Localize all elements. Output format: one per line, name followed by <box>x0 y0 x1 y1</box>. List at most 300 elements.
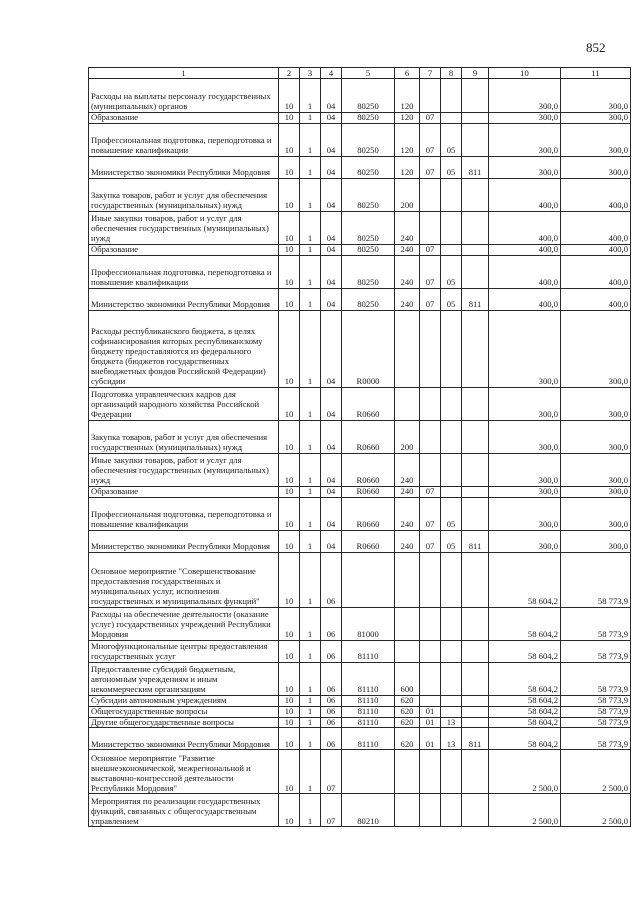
table-row <box>89 695 631 706</box>
cell-col-7 <box>420 387 441 420</box>
cell-col-6: 200 <box>395 178 420 211</box>
table-row <box>89 530 631 552</box>
cell-col-5: 80250 <box>342 123 395 156</box>
cell-col-4: 06 <box>321 640 342 662</box>
cell-col-5 <box>342 750 395 794</box>
cell-col-11: 58 773,9 <box>561 695 631 706</box>
cell-col-9 <box>462 706 489 717</box>
cell-col-3: 1 <box>300 640 321 662</box>
cell-col-3: 1 <box>300 156 321 178</box>
cell-col-10: 300,0 <box>489 156 561 178</box>
cell-col-9: 811 <box>462 728 489 750</box>
cell-col-6: 240 <box>395 486 420 497</box>
cell-col-10: 58 604,2 <box>489 607 561 640</box>
cell-col-7 <box>420 552 441 607</box>
cell-col-3: 1 <box>300 79 321 113</box>
table-row <box>89 453 631 486</box>
cell-col-10: 300,0 <box>489 79 561 113</box>
cell-col-7: 07 <box>420 255 441 288</box>
cell-col-8 <box>441 486 462 497</box>
cell-col-7 <box>420 794 441 827</box>
cell-col-6: 120 <box>395 156 420 178</box>
cell-col-11: 400,0 <box>561 244 631 255</box>
cell-col-5: 80250 <box>342 288 395 310</box>
cell-col-11: 400,0 <box>561 255 631 288</box>
cell-col-10: 58 604,2 <box>489 640 561 662</box>
column-header-8: 8 <box>441 68 462 79</box>
cell-col-7 <box>420 453 441 486</box>
cell-col-2: 10 <box>279 123 300 156</box>
cell-col-3: 1 <box>300 255 321 288</box>
page-number: 852 <box>586 40 606 55</box>
cell-col-5: 80250 <box>342 211 395 244</box>
cell-col-5: 81110 <box>342 662 395 695</box>
cell-col-10: 300,0 <box>489 530 561 552</box>
table-row <box>89 607 631 640</box>
cell-col-4: 06 <box>321 607 342 640</box>
cell-col-2: 10 <box>279 728 300 750</box>
cell-col-9 <box>462 178 489 211</box>
cell-col-8 <box>441 387 462 420</box>
cell-col-7 <box>420 662 441 695</box>
cell-col-6: 620 <box>395 706 420 717</box>
cell-col-8: 05 <box>441 123 462 156</box>
cell-col-10: 400,0 <box>489 255 561 288</box>
cell-col-9 <box>462 662 489 695</box>
table-body <box>89 79 631 827</box>
cell-col-9 <box>462 387 489 420</box>
cell-col-8: 05 <box>441 497 462 530</box>
cell-name: Закупка товаров, работ и услуг для обеспечения государственных (муниципальных) нужд <box>89 178 279 211</box>
cell-col-8 <box>441 695 462 706</box>
cell-col-9 <box>462 79 489 113</box>
cell-col-11: 300,0 <box>561 310 631 387</box>
cell-col-7 <box>420 420 441 453</box>
cell-col-3: 1 <box>300 607 321 640</box>
cell-col-8 <box>441 244 462 255</box>
cell-col-5: 80210 <box>342 794 395 827</box>
cell-col-11: 300,0 <box>561 530 631 552</box>
cell-col-4: 06 <box>321 706 342 717</box>
cell-col-5 <box>342 552 395 607</box>
cell-col-4: 07 <box>321 750 342 794</box>
cell-col-11: 58 773,9 <box>561 706 631 717</box>
cell-col-9 <box>462 607 489 640</box>
cell-col-7 <box>420 640 441 662</box>
cell-col-6: 240 <box>395 530 420 552</box>
cell-col-5: R0660 <box>342 497 395 530</box>
cell-name: Предоставление субсидий бюджетным, автономным учреждениям и иным некоммерческим организациям <box>89 662 279 695</box>
cell-col-6: 240 <box>395 255 420 288</box>
cell-name: Подготовка управленческих кадров для организаций народного хозяйства Российской Федерации <box>89 387 279 420</box>
cell-col-8 <box>441 79 462 113</box>
cell-col-4: 06 <box>321 728 342 750</box>
cell-col-7: 07 <box>420 486 441 497</box>
table-row <box>89 640 631 662</box>
cell-col-4: 06 <box>321 717 342 728</box>
cell-col-3: 1 <box>300 123 321 156</box>
cell-col-7 <box>420 211 441 244</box>
column-header-11: 11 <box>561 68 631 79</box>
cell-col-3: 1 <box>300 288 321 310</box>
cell-col-11: 58 773,9 <box>561 662 631 695</box>
cell-col-6: 240 <box>395 288 420 310</box>
cell-col-10: 300,0 <box>489 123 561 156</box>
cell-col-8 <box>441 420 462 453</box>
column-header-9: 9 <box>462 68 489 79</box>
cell-col-10: 58 604,2 <box>489 728 561 750</box>
cell-col-11: 300,0 <box>561 387 631 420</box>
cell-col-8: 05 <box>441 530 462 552</box>
cell-col-8: 13 <box>441 728 462 750</box>
cell-col-11: 300,0 <box>561 486 631 497</box>
cell-col-9 <box>462 420 489 453</box>
cell-col-5: 81110 <box>342 728 395 750</box>
cell-col-8 <box>441 310 462 387</box>
cell-col-10: 400,0 <box>489 244 561 255</box>
cell-col-6: 240 <box>395 244 420 255</box>
cell-col-4: 04 <box>321 79 342 113</box>
cell-col-2: 10 <box>279 255 300 288</box>
cell-col-5: R0660 <box>342 420 395 453</box>
cell-col-7 <box>420 79 441 113</box>
cell-col-2: 10 <box>279 178 300 211</box>
cell-col-2: 10 <box>279 79 300 113</box>
cell-col-3: 1 <box>300 178 321 211</box>
cell-col-3: 1 <box>300 453 321 486</box>
cell-col-7: 01 <box>420 717 441 728</box>
cell-col-8 <box>441 552 462 607</box>
cell-col-9 <box>462 123 489 156</box>
cell-col-9 <box>462 211 489 244</box>
cell-col-3: 1 <box>300 728 321 750</box>
table-row <box>89 486 631 497</box>
cell-col-3: 1 <box>300 695 321 706</box>
cell-name: Расходы на обеспечение деятельности (оказание услуг) государственных учреждений Республики Мордовия <box>89 607 279 640</box>
cell-col-2: 10 <box>279 244 300 255</box>
cell-name: Министерство экономики Республики Мордовия <box>89 728 279 750</box>
cell-col-10: 300,0 <box>489 420 561 453</box>
cell-col-9 <box>462 310 489 387</box>
table-row <box>89 794 631 827</box>
cell-col-11: 300,0 <box>561 497 631 530</box>
cell-col-9: 811 <box>462 288 489 310</box>
cell-col-3: 1 <box>300 530 321 552</box>
table-row <box>89 211 631 244</box>
cell-col-10: 2 500,0 <box>489 794 561 827</box>
cell-col-4: 04 <box>321 255 342 288</box>
cell-col-11: 2 500,0 <box>561 794 631 827</box>
table-row <box>89 552 631 607</box>
cell-col-8 <box>441 706 462 717</box>
cell-col-8 <box>441 750 462 794</box>
cell-col-9 <box>462 453 489 486</box>
cell-col-10: 58 604,2 <box>489 717 561 728</box>
cell-col-10: 58 604,2 <box>489 695 561 706</box>
cell-col-10: 400,0 <box>489 178 561 211</box>
cell-col-5: 81110 <box>342 717 395 728</box>
cell-col-3: 1 <box>300 794 321 827</box>
table-row <box>89 79 631 113</box>
cell-col-8: 05 <box>441 255 462 288</box>
column-header-2: 2 <box>279 68 300 79</box>
cell-col-3: 1 <box>300 552 321 607</box>
cell-name: Расходы на выплаты персоналу государственных (муниципальных) органов <box>89 79 279 113</box>
cell-col-3: 1 <box>300 706 321 717</box>
cell-col-11: 300,0 <box>561 79 631 113</box>
table-row <box>89 310 631 387</box>
column-header-5: 5 <box>342 68 395 79</box>
cell-col-4: 06 <box>321 662 342 695</box>
cell-col-11: 400,0 <box>561 211 631 244</box>
cell-col-2: 10 <box>279 552 300 607</box>
cell-col-10: 2 500,0 <box>489 750 561 794</box>
cell-col-7: 01 <box>420 728 441 750</box>
cell-col-8 <box>441 607 462 640</box>
cell-col-9 <box>462 244 489 255</box>
cell-col-10: 300,0 <box>489 387 561 420</box>
cell-col-2: 10 <box>279 662 300 695</box>
cell-col-8 <box>441 211 462 244</box>
cell-col-9 <box>462 486 489 497</box>
cell-name: Министерство экономики Республики Мордовия <box>89 156 279 178</box>
cell-col-7 <box>420 178 441 211</box>
cell-col-10: 300,0 <box>489 453 561 486</box>
cell-col-3: 1 <box>300 486 321 497</box>
cell-col-9 <box>462 255 489 288</box>
cell-col-5: R0660 <box>342 453 395 486</box>
cell-col-4: 06 <box>321 552 342 607</box>
table-row <box>89 156 631 178</box>
cell-col-11: 2 500,0 <box>561 750 631 794</box>
cell-col-6 <box>395 310 420 387</box>
table-row <box>89 706 631 717</box>
cell-name: Иные закупки товаров, работ и услуг для обеспечения государственных (муниципальных) нужд <box>89 211 279 244</box>
cell-col-4: 06 <box>321 695 342 706</box>
cell-col-4: 07 <box>321 794 342 827</box>
cell-col-5: R0660 <box>342 486 395 497</box>
cell-col-7: 07 <box>420 497 441 530</box>
cell-col-4: 04 <box>321 453 342 486</box>
cell-col-3: 1 <box>300 420 321 453</box>
cell-col-6: 600 <box>395 662 420 695</box>
column-header-10: 10 <box>489 68 561 79</box>
cell-col-7 <box>420 310 441 387</box>
cell-col-11: 400,0 <box>561 288 631 310</box>
table-row <box>89 387 631 420</box>
cell-col-11: 58 773,9 <box>561 728 631 750</box>
cell-col-3: 1 <box>300 387 321 420</box>
cell-col-2: 10 <box>279 211 300 244</box>
cell-col-7: 07 <box>420 244 441 255</box>
cell-col-9 <box>462 497 489 530</box>
table-row <box>89 255 631 288</box>
cell-col-3: 1 <box>300 310 321 387</box>
cell-col-11: 300,0 <box>561 113 631 124</box>
cell-col-9 <box>462 640 489 662</box>
cell-name: Образование <box>89 244 279 255</box>
cell-col-4: 04 <box>321 178 342 211</box>
cell-name: Закупка товаров, работ и услуг для обеспечения государственных (муниципальных) нужд <box>89 420 279 453</box>
cell-col-2: 10 <box>279 486 300 497</box>
cell-col-7 <box>420 750 441 794</box>
cell-col-2: 10 <box>279 497 300 530</box>
cell-col-4: 04 <box>321 288 342 310</box>
cell-col-9: 811 <box>462 530 489 552</box>
cell-col-5: R0660 <box>342 530 395 552</box>
cell-col-8: 13 <box>441 717 462 728</box>
table-row <box>89 288 631 310</box>
cell-col-6 <box>395 607 420 640</box>
cell-col-10: 58 604,2 <box>489 662 561 695</box>
cell-col-4: 04 <box>321 113 342 124</box>
cell-col-2: 10 <box>279 453 300 486</box>
cell-name: Основное мероприятие "Развитие внешнеэкономической, межрегиональной и выставочно-конгрессной деятельности Республики Мордовия" <box>89 750 279 794</box>
cell-col-3: 1 <box>300 113 321 124</box>
cell-name: Образование <box>89 113 279 124</box>
cell-col-9 <box>462 750 489 794</box>
cell-col-6: 120 <box>395 79 420 113</box>
cell-col-4: 04 <box>321 244 342 255</box>
cell-name: Министерство экономики Республики Мордовия <box>89 288 279 310</box>
cell-col-9 <box>462 552 489 607</box>
cell-col-6: 200 <box>395 420 420 453</box>
cell-col-2: 10 <box>279 113 300 124</box>
header-row <box>89 68 631 79</box>
cell-col-7: 07 <box>420 123 441 156</box>
cell-col-11: 300,0 <box>561 123 631 156</box>
cell-name: Расходы республиканского бюджета, в целях софинансирования которых республиканскому бюджету предоставляются из федерального бюджета (бюджетов государственных внебюджетных фондов Российской Федерации) субсидии <box>89 310 279 387</box>
table-row <box>89 728 631 750</box>
cell-name: Министерство экономики Республики Мордовия <box>89 530 279 552</box>
table-row <box>89 662 631 695</box>
cell-col-5: 80250 <box>342 156 395 178</box>
column-header-4: 4 <box>321 68 342 79</box>
table-row <box>89 244 631 255</box>
cell-col-11: 300,0 <box>561 156 631 178</box>
cell-col-5: 80250 <box>342 178 395 211</box>
table-row <box>89 123 631 156</box>
cell-col-10: 300,0 <box>489 486 561 497</box>
cell-col-11: 300,0 <box>561 420 631 453</box>
table-row <box>89 497 631 530</box>
cell-col-5: 81110 <box>342 706 395 717</box>
cell-col-6: 620 <box>395 728 420 750</box>
column-header-1: 1 <box>89 68 279 79</box>
cell-col-4: 04 <box>321 420 342 453</box>
cell-col-7 <box>420 695 441 706</box>
cell-col-4: 04 <box>321 486 342 497</box>
table-row <box>89 420 631 453</box>
cell-col-5: 81110 <box>342 640 395 662</box>
table-row <box>89 178 631 211</box>
cell-col-3: 1 <box>300 717 321 728</box>
table-row <box>89 717 631 728</box>
cell-name: Профессиональная подготовка, переподготовка и повышение квалификации <box>89 123 279 156</box>
cell-col-10: 58 604,2 <box>489 706 561 717</box>
cell-col-4: 04 <box>321 156 342 178</box>
cell-col-5: 81110 <box>342 695 395 706</box>
cell-col-4: 04 <box>321 310 342 387</box>
cell-col-9 <box>462 794 489 827</box>
cell-col-6 <box>395 387 420 420</box>
cell-name: Многофункциональные центры предоставления государственных услуг <box>89 640 279 662</box>
column-header-3: 3 <box>300 68 321 79</box>
cell-col-3: 1 <box>300 244 321 255</box>
cell-col-7: 07 <box>420 156 441 178</box>
cell-name: Мероприятия по реализации государственных функций, связанных с общегосударственным управлением <box>89 794 279 827</box>
cell-col-2: 10 <box>279 750 300 794</box>
cell-col-8 <box>441 178 462 211</box>
cell-col-6: 240 <box>395 453 420 486</box>
cell-col-5: R0000 <box>342 310 395 387</box>
cell-col-10: 300,0 <box>489 310 561 387</box>
cell-col-2: 10 <box>279 156 300 178</box>
cell-col-8 <box>441 453 462 486</box>
cell-col-2: 10 <box>279 695 300 706</box>
cell-col-6 <box>395 750 420 794</box>
cell-name: Образование <box>89 486 279 497</box>
cell-col-8 <box>441 113 462 124</box>
cell-col-6 <box>395 552 420 607</box>
cell-col-11: 58 773,9 <box>561 717 631 728</box>
table-row <box>89 750 631 794</box>
cell-col-6 <box>395 794 420 827</box>
cell-col-5: 81000 <box>342 607 395 640</box>
table-row <box>89 113 631 124</box>
cell-col-3: 1 <box>300 750 321 794</box>
cell-name: Профессиональная подготовка, переподготовка и повышение квалификации <box>89 255 279 288</box>
cell-col-5: 80250 <box>342 244 395 255</box>
cell-col-5: 80250 <box>342 255 395 288</box>
cell-col-2: 10 <box>279 706 300 717</box>
cell-col-4: 04 <box>321 211 342 244</box>
cell-name: Основное мероприятие "Совершенствование предоставления государственных и муниципальных услуг, исполнения государственных и муниципальных функций" <box>89 552 279 607</box>
cell-col-2: 10 <box>279 288 300 310</box>
cell-col-10: 58 604,2 <box>489 552 561 607</box>
cell-col-7: 07 <box>420 288 441 310</box>
cell-col-11: 58 773,9 <box>561 552 631 607</box>
cell-col-6: 240 <box>395 211 420 244</box>
column-header-7: 7 <box>420 68 441 79</box>
cell-col-11: 400,0 <box>561 178 631 211</box>
cell-col-8 <box>441 794 462 827</box>
cell-col-2: 10 <box>279 640 300 662</box>
cell-col-11: 300,0 <box>561 453 631 486</box>
cell-col-3: 1 <box>300 662 321 695</box>
cell-col-9 <box>462 695 489 706</box>
cell-col-2: 10 <box>279 310 300 387</box>
cell-col-2: 10 <box>279 530 300 552</box>
cell-col-2: 10 <box>279 607 300 640</box>
cell-col-11: 58 773,9 <box>561 607 631 640</box>
cell-col-6: 120 <box>395 113 420 124</box>
cell-col-10: 400,0 <box>489 211 561 244</box>
cell-col-7: 07 <box>420 113 441 124</box>
cell-col-8: 05 <box>441 288 462 310</box>
cell-col-7: 07 <box>420 530 441 552</box>
cell-col-4: 04 <box>321 497 342 530</box>
cell-col-8 <box>441 640 462 662</box>
cell-col-2: 10 <box>279 420 300 453</box>
cell-col-11: 58 773,9 <box>561 640 631 662</box>
cell-col-2: 10 <box>279 794 300 827</box>
cell-col-7: 01 <box>420 706 441 717</box>
cell-name: Другие общегосударственные вопросы <box>89 717 279 728</box>
cell-col-4: 04 <box>321 123 342 156</box>
cell-col-6: 120 <box>395 123 420 156</box>
cell-col-5: 80250 <box>342 113 395 124</box>
